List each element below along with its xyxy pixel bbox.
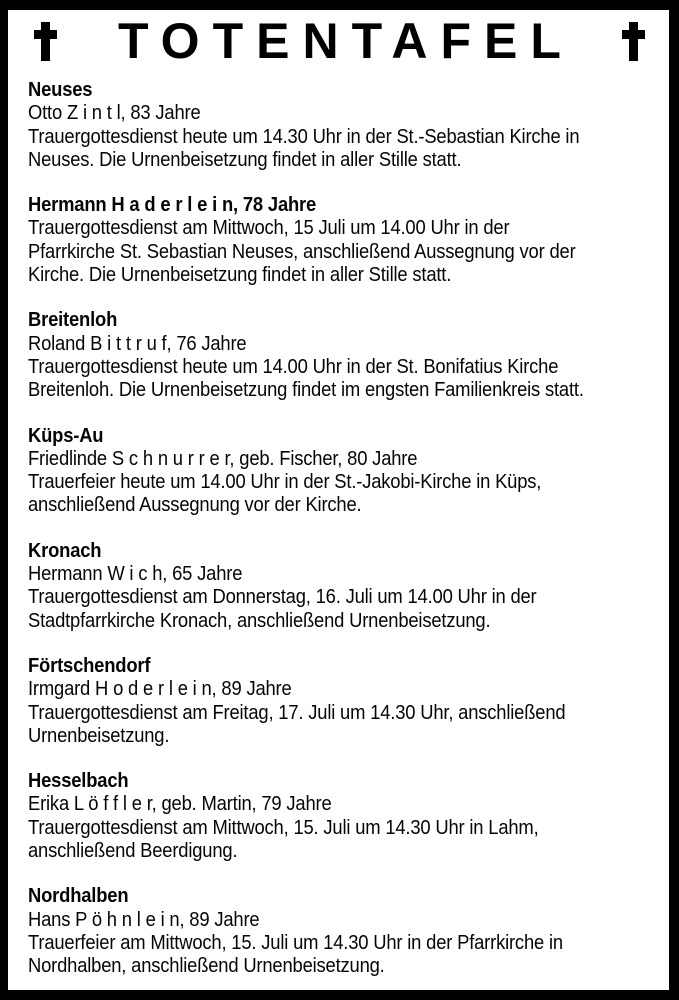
- obituary-entry: [28, 425, 669, 518]
- entry-name: Hermann W i c h, 65 Jahre: [28, 563, 243, 586]
- entry-name: Erika L ö f f l e r, geb. Martin, 79 Jahre: [28, 793, 332, 816]
- entry-text-line: Kirche. Die Urnenbeisetzung findet in aller Stille statt.: [28, 264, 452, 287]
- entry-place: Küps-Au: [28, 424, 104, 447]
- obituary-entry: [28, 655, 669, 748]
- entry-text-line: anschließend Aussegnung vor der Kirche.: [28, 494, 362, 517]
- entry-place: Breitenloh: [28, 309, 118, 332]
- entry-place: Neuses: [28, 79, 93, 101]
- entry-text-line: Trauergottesdienst heute um 14.30 Uhr in der St.-Sebastian Kirche in: [28, 125, 580, 148]
- entry-name: Irmgard H o d e r l e i n, 89 Jahre: [28, 678, 292, 701]
- masthead: [28, 12, 669, 68]
- entry-name: Roland B i t t r u f, 76 Jahre: [28, 332, 247, 355]
- entry-text-line: Urnenbeisetzung.: [28, 724, 170, 747]
- entry-place: Kronach: [28, 539, 102, 562]
- entry-name: Otto Z i n t l, 83 Jahre: [28, 102, 201, 125]
- latin-cross-icon-right: [622, 22, 645, 61]
- entry-text-line: Nordhalben, anschließend Urnenbeisetzung.: [28, 955, 385, 978]
- entry-text-line: Pfarrkirche St. Sebastian Neuses, anschließend Aussegnung vor der: [28, 240, 576, 263]
- entry-text-line: Neuses. Die Urnenbeisetzung findet in aller Stille statt.: [28, 148, 462, 171]
- entry-text-line: Trauergottesdienst heute um 14.00 Uhr in der St. Bonifatius Kirche: [28, 355, 559, 378]
- entry-text-line: Trauerfeier heute um 14.00 Uhr in der St.-Jakobi-Kirche in Küps,: [28, 471, 542, 494]
- entry-text-line: Breitenloh. Die Urnenbeisetzung findet im engsten Familienkreis statt.: [28, 379, 584, 402]
- page-title: TOTENTAFEL: [118, 13, 574, 69]
- obituary-entries: [28, 79, 669, 979]
- entry-text-line: Trauergottesdienst am Donnerstag, 16. Juli um 14.00 Uhr in der: [28, 586, 537, 609]
- entry-text-line: Trauerfeier am Mittwoch, 15. Juli um 14.30 Uhr in der Pfarrkirche in: [28, 931, 563, 954]
- entry-name: Hermann H a d e r l e i n, 78 Jahre: [28, 194, 317, 217]
- entry-text-line: Trauergottesdienst am Mittwoch, 15. Juli um 14.30 Uhr in Lahm,: [28, 816, 539, 839]
- obituary-entry: [28, 194, 669, 287]
- obituary-entry: [28, 540, 669, 633]
- entry-text-line: Trauergottesdienst am Freitag, 17. Juli um 14.30 Uhr, anschließend: [28, 701, 566, 724]
- entry-name: Friedlinde S c h n u r r e r, geb. Fischer, 80 Jahre: [28, 447, 418, 470]
- entry-text-line: Trauergottesdienst am Mittwoch, 15 Juli um 14.00 Uhr in der: [28, 217, 510, 240]
- entry-text-line: anschließend Beerdigung.: [28, 840, 238, 863]
- obituary-entry: [28, 79, 669, 172]
- obituary-entry: [28, 770, 669, 863]
- entry-text-line: Stadtpfarrkirche Kronach, anschließend Urnenbeisetzung.: [28, 609, 491, 632]
- obituary-entry: [28, 885, 669, 978]
- latin-cross-icon-left: [34, 22, 57, 61]
- entry-place: Nordhalben: [28, 885, 129, 908]
- entry-place: Förtschendorf: [28, 654, 151, 677]
- obituary-entry: [28, 309, 669, 402]
- entry-place: Hesselbach: [28, 770, 129, 793]
- entry-name: Hans P ö h n l e i n, 89 Jahre: [28, 908, 260, 931]
